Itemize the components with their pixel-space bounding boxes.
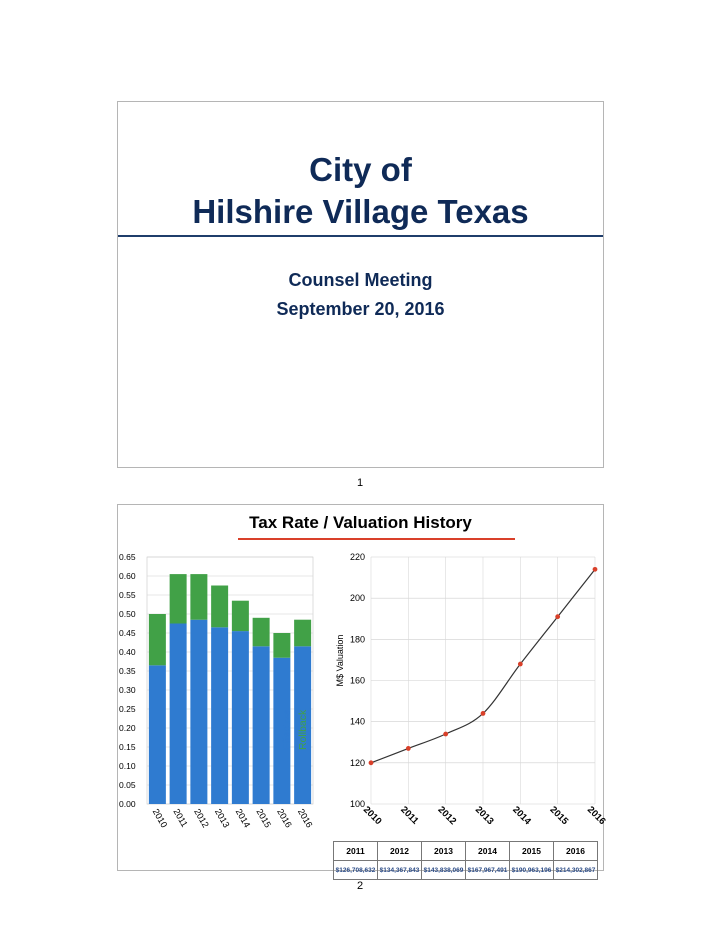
slide-1-subtitle-line-1: Counsel Meeting — [288, 270, 433, 290]
slide-1 — [117, 101, 604, 468]
x-tick-label: 2016 — [295, 807, 315, 830]
table-header-cell: 2013 — [422, 842, 466, 861]
data-point — [518, 662, 523, 667]
x-tick-label: 2015 — [254, 807, 274, 830]
table-value-cell: $143,838,069 — [422, 861, 466, 880]
bar-rollback — [294, 620, 311, 647]
bar-rollback — [253, 618, 270, 647]
table-header-cell: 2016 — [554, 842, 598, 861]
table-header-cell: 2014 — [466, 842, 510, 861]
table-value-cell: $214,302,867 — [554, 861, 598, 880]
y-tick-label: 0.05 — [119, 780, 136, 790]
y-tick-label: 200 — [349, 593, 365, 604]
x-tick-label: 2013 — [472, 804, 496, 828]
y-tick-label: 140 — [349, 716, 365, 727]
legend-rollback: Rollback — [297, 709, 309, 750]
y-tick-label: 180 — [349, 634, 365, 645]
bar-rollback — [170, 574, 187, 623]
table-header-cell: 2015 — [510, 842, 554, 861]
bar-effective — [232, 631, 249, 804]
y-tick-label: 0.50 — [119, 609, 136, 619]
y-tick-label: 100 — [349, 799, 365, 809]
data-point — [369, 760, 374, 765]
bar-rollback — [232, 601, 249, 631]
x-tick-label: 2010 — [360, 804, 384, 828]
y-tick-label: 0.30 — [119, 685, 136, 695]
bar-effective — [211, 627, 228, 804]
title-divider — [118, 235, 603, 237]
y-tick-label: 0.15 — [119, 742, 136, 752]
bar-rollback — [190, 574, 207, 620]
table-value-cell: $190,963,196 — [510, 861, 554, 880]
x-tick-label: 2014 — [510, 804, 533, 828]
bar-rollback — [273, 633, 290, 658]
title-underline — [238, 538, 515, 540]
slide-1-subtitle-line-2: September 20, 2016 — [276, 299, 445, 319]
table-header-cell: 2012 — [378, 842, 422, 861]
data-point — [555, 614, 560, 619]
y-tick-label: 0.55 — [119, 590, 136, 600]
y-tick-label: 0.10 — [119, 761, 136, 771]
x-tick-label: 2012 — [192, 807, 211, 830]
valuation-table — [333, 841, 598, 880]
x-tick-label: 2015 — [547, 804, 571, 828]
y-tick-label: 0.00 — [119, 799, 136, 809]
slide-2-title: Tax Rate / Valuation History — [249, 513, 472, 532]
slide-2 — [117, 504, 608, 874]
data-point — [593, 567, 598, 572]
y-axis-label: M$ Valuation — [335, 634, 345, 687]
bar-effective — [253, 646, 270, 804]
data-point — [481, 711, 486, 716]
tax-rate-bar-chart — [118, 545, 323, 845]
x-tick-label: 2013 — [212, 807, 232, 830]
y-tick-label: 120 — [349, 757, 365, 768]
legend-effective: Effective — [281, 709, 293, 750]
x-tick-label: 2014 — [233, 807, 253, 830]
bar-effective — [170, 624, 187, 805]
x-tick-label: 2011 — [171, 807, 190, 829]
y-tick-label: 0.20 — [119, 723, 136, 733]
x-tick-label: 2016 — [584, 804, 608, 828]
x-tick-label: 2016 — [275, 807, 294, 830]
table-value-cell: $167,967,491 — [466, 861, 510, 880]
page-number-2: 2 — [356, 880, 364, 892]
y-tick-label: 160 — [349, 675, 365, 686]
slide-1-title-line-1: City of — [309, 151, 412, 188]
y-tick-label: 0.60 — [119, 571, 136, 581]
x-tick-label: 2011 — [398, 804, 421, 827]
x-tick-label: 2012 — [435, 804, 459, 828]
table-header-cell: 2011 — [334, 842, 378, 861]
x-tick-label: 2010 — [150, 807, 170, 830]
bar-rollback — [211, 586, 228, 628]
data-point — [406, 746, 411, 751]
y-tick-label: 0.65 — [119, 552, 136, 562]
bar-effective — [149, 665, 166, 804]
table-value-cell: $134,367,843 — [378, 861, 422, 880]
y-tick-label: 0.45 — [119, 628, 136, 638]
valuation-line-chart — [323, 545, 608, 845]
y-tick-label: 0.25 — [119, 704, 136, 714]
y-tick-label: 0.40 — [119, 647, 136, 657]
y-tick-label: 0.35 — [119, 666, 136, 676]
slide-1-title-line-2: Hilshire Village Texas — [192, 193, 529, 230]
bar-effective — [190, 620, 207, 804]
table-value-cell: $126,708,632 — [334, 861, 378, 880]
y-tick-label: 220 — [349, 552, 365, 562]
bar-rollback — [149, 614, 166, 665]
data-point — [443, 732, 448, 737]
page-number-1: 1 — [356, 477, 364, 489]
